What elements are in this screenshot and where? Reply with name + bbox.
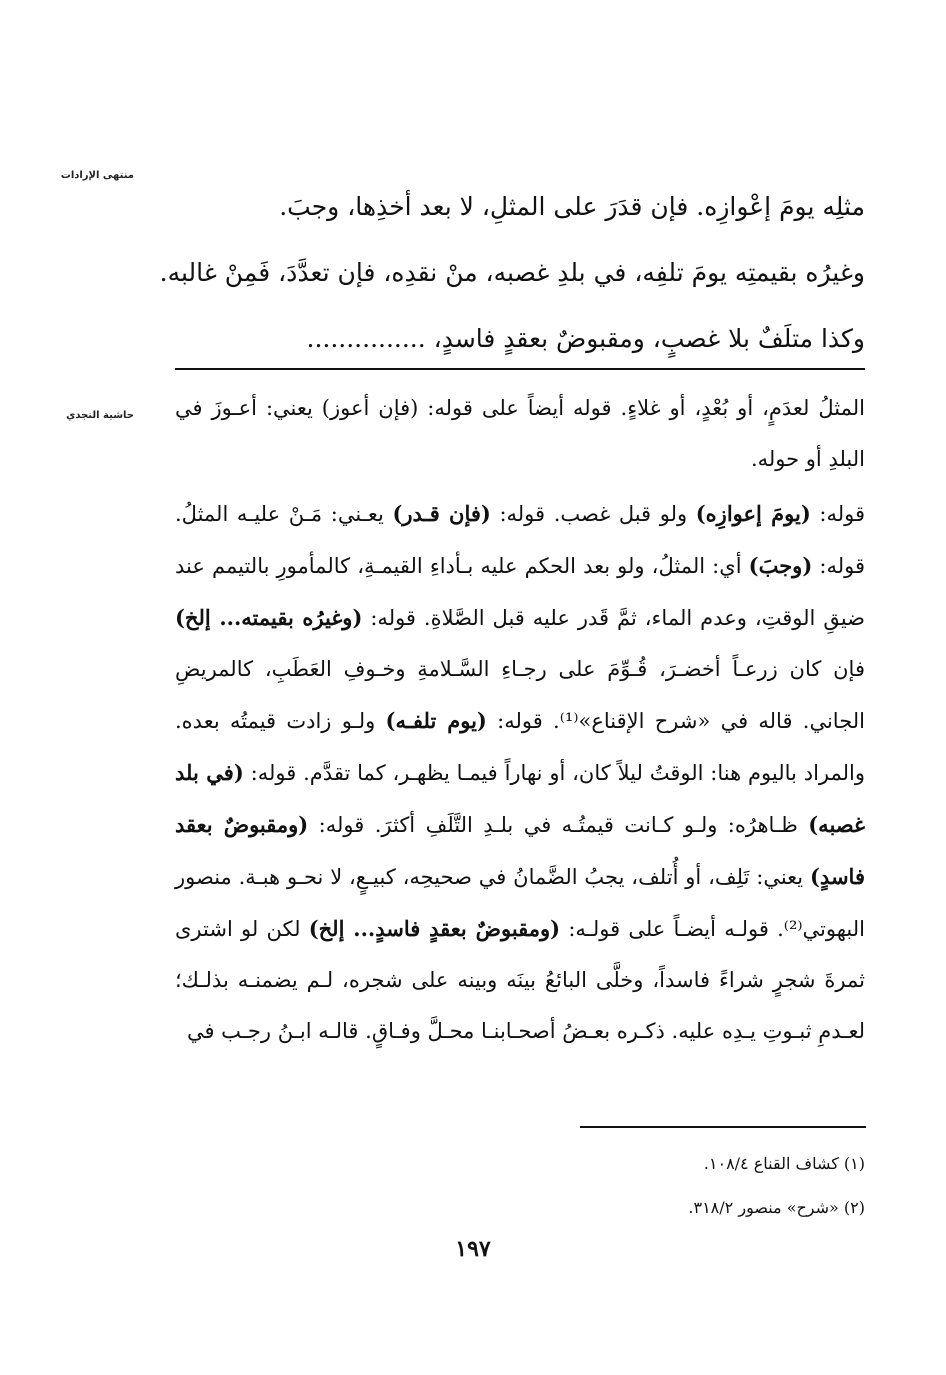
commentary-text: ظـاهرُه: ولـو كـانت قيمتُـه في بلـدِ التَّلَفِ أكثرَ. قوله: bbox=[308, 813, 809, 837]
commentary-quote: (يوم تلفـه) bbox=[385, 708, 487, 733]
commentary-quote: (وغيرُه بقيمته... إلخ) bbox=[175, 605, 363, 630]
commentary-quote: (ومقبوضٌ بعقدٍ فاسدٍ... إلخ) bbox=[308, 916, 561, 941]
page-number: ١٩٧ bbox=[455, 1236, 491, 1262]
main-text-line: وكذا متلَفٌ بلا غصبٍ، ومقبوضٌ بعقدٍ فاسدٍ، ............... bbox=[306, 324, 865, 353]
commentary-text: أي: المثلُ، ولو بعد الحكم عليه بـأداءِ القيمـةِ، كالمأمورِ بالتيمم عند ضيقِ الوقتِ، وعدم الماء، ثمَّ قَدر عليه قبل الصَّلاةِ. قوله: bbox=[175, 554, 865, 630]
commentary-quote: (ومقبوضٌ بعقد فاسدٍ) bbox=[175, 812, 865, 889]
commentary-quote: (فإن قـدر) bbox=[392, 501, 491, 526]
side-label-commentary: حاشية النجدي bbox=[66, 410, 134, 421]
commentary bbox=[175, 383, 865, 1060]
side-label-source: منتهى الإرادات bbox=[60, 170, 134, 181]
commentary-text: قوله: bbox=[810, 502, 866, 526]
commentary-quote: (وجبَ) bbox=[748, 553, 813, 578]
commentary-text: يعـني: مَـنْ عليـه المثلُ. قوله: bbox=[175, 502, 865, 578]
footnote: (٢) «شرح» منصور ٣١٨/٢. bbox=[688, 1198, 865, 1217]
commentary-quote: (في بلد غصبه) bbox=[175, 760, 865, 837]
footnotes bbox=[175, 1142, 865, 1230]
commentary-paragraph: المثلُ لعدَمٍ، أو بُعْدٍ، أو غلاءٍ. قوله أيضاً على قوله: (فإن أعوز) يعني: أعـوزَ في البلدِ أو حوله. bbox=[175, 396, 865, 471]
commentary-text: ولو قبل غصب. قوله: bbox=[490, 502, 696, 526]
commentary-quote: (يومَ إعوازِه) bbox=[695, 501, 811, 526]
main-text-line: وغيرُه بقيمتِه يومَ تلفِه، في بلدِ غصبه، منْ نقدِه، فإن تعدَّدَ، فَمِنْ غالبه. bbox=[159, 258, 865, 287]
divider-rule bbox=[175, 368, 865, 370]
main-text bbox=[159, 174, 865, 372]
commentary-text: ولـو زادت قيمتُه بعده. والمراد باليوم هنا: الوقتُ ليلاً كان، أو نهاراً فيمـا يظهـر، كما تقدَّم. قوله: bbox=[175, 709, 866, 785]
footnote-rule bbox=[580, 1126, 866, 1128]
commentary-text: فإن كان زرعـاً أخضـرَ، قُـوِّمَ على رجـاءِ السَّـلامةِ وخـوفِ العَطَبِ، كالمريضِ الجاني. قاله في «شرح الإقناع»⁽¹⁾. قوله: bbox=[175, 657, 865, 733]
main-text-line: مثلِه يومَ إعْوازِه. فإن قدَرَ على المثلِ، لا بعد أخذِها، وجبَ. bbox=[279, 192, 865, 221]
commentary-text: يعني: تَلِف، أو أُتلف، يجبُ الضَّمانُ في صحيحِه، كبيـعٍ، لا نحـو هبـة. منصور البهوتي⁽²⁾. قولـه أيضـاً على قولـه: bbox=[175, 865, 865, 941]
footnote: (١) كشاف القناع ١٠٨/٤. bbox=[703, 1154, 865, 1173]
commentary-text: لكن لو اشترى ثمرةَ شجرٍ شراءً فاسداً، وخلَّى البائعُ بينَه وبينه على شجره، لـم يضمنـه بذلـك؛ لعـدمِ ثبـوتِ يـدِه عليه. ذكـره بعـضُ أصحـابنـا محـلَّ وفـاقٍ. قالـه ابـنُ رجـب في bbox=[175, 917, 865, 1043]
commentary-paragraph bbox=[175, 488, 865, 1057]
